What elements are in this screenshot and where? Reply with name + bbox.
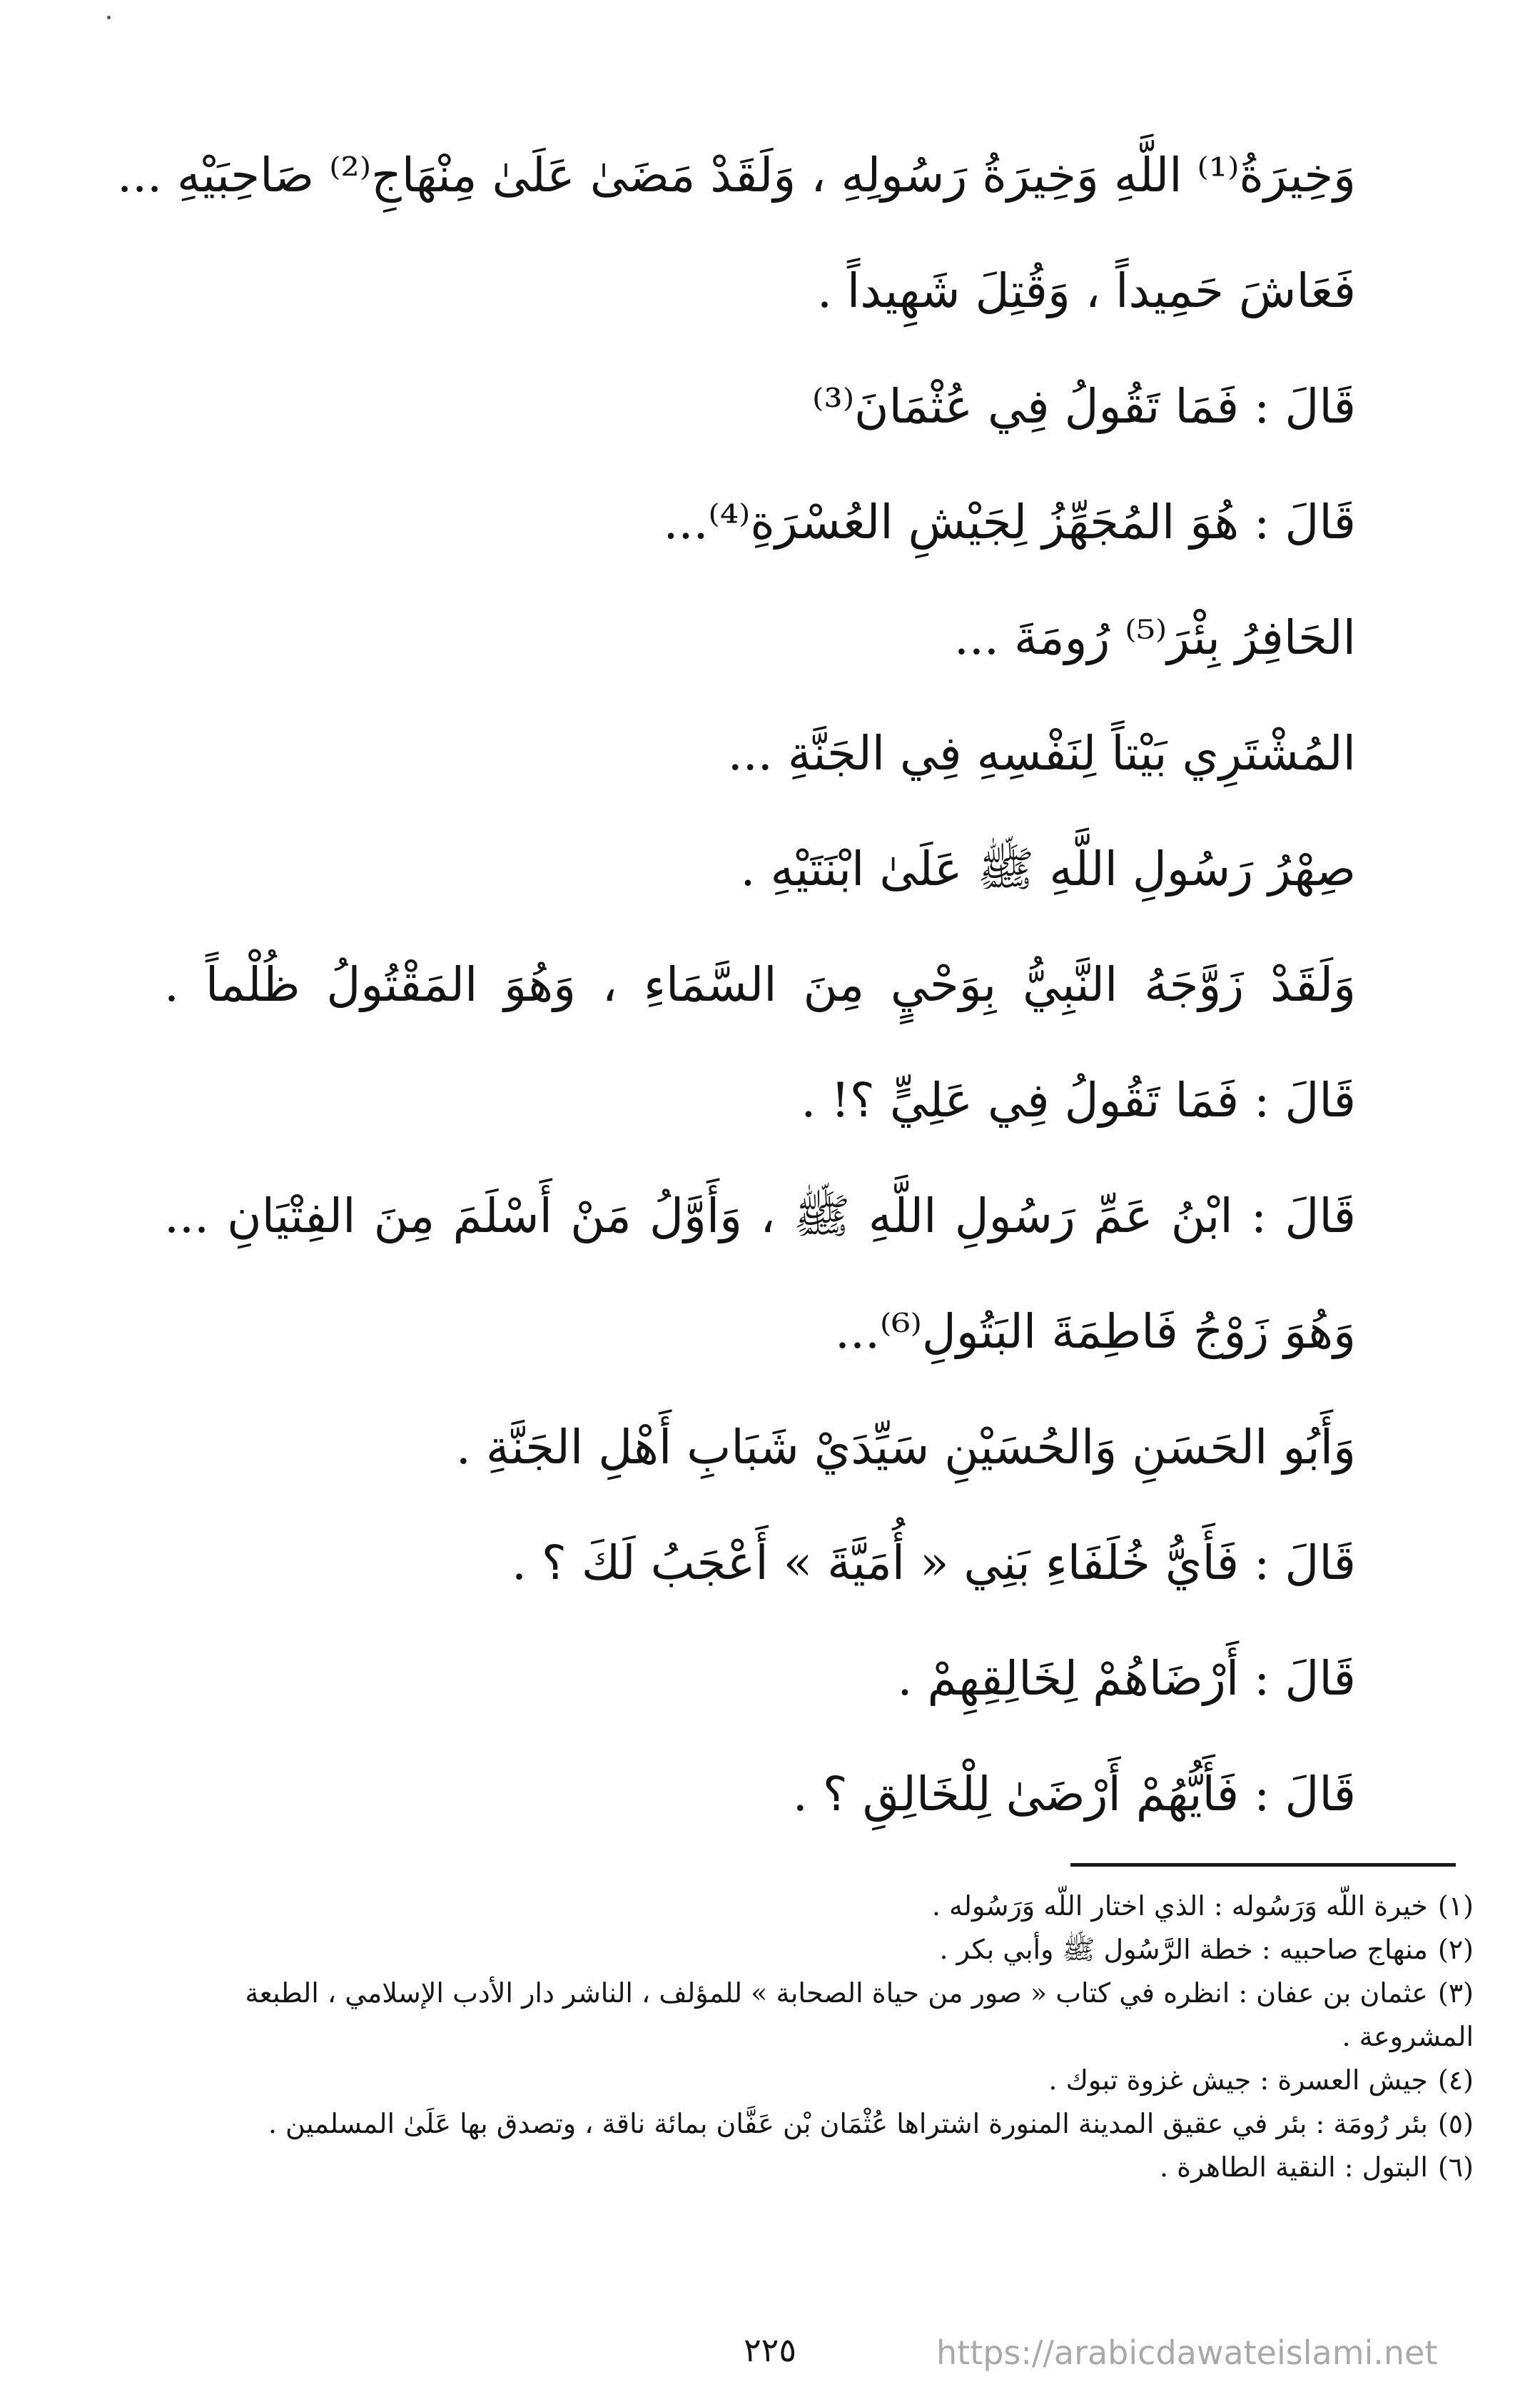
main-text <box>117 118 1356 1852</box>
text-line: قَالَ : فَمَا تَقُولُ فِي عُثْمَانَ⁽³⁾ <box>812 379 1356 434</box>
text-line: الحَافِرُ بِئْرَ⁽⁵⁾ رُومَةَ ... <box>953 610 1356 665</box>
footnotes <box>143 1884 1474 2189</box>
footnote-divider <box>1070 1863 1456 1867</box>
footnote <box>143 2146 1474 2189</box>
footnote-continuation <box>143 2015 1474 2059</box>
text-line: وَأَبُو الحَسَنِ وَالحُسَيْنِ سَيِّدَيْ شَبَابِ أَهْلِ الجَنَّةِ . <box>455 1420 1356 1475</box>
page-number: ٢٢٥ <box>743 2331 797 2369</box>
text-line: المُشْتَرِي بَيْتاً لِنَفْسِهِ فِي الجَنَّةِ ... <box>727 726 1356 781</box>
footnote-number: (١) <box>1437 1890 1474 1922</box>
footnote-number: (٤) <box>1437 2064 1474 2096</box>
footnote <box>143 1884 1474 1928</box>
footnote-text: منهاج صاحبيه : خطة الرَّسُول ﷺ وأبي بكر . <box>939 1934 1428 1965</box>
text-line: قَالَ : فَمَا تَقُولُ فِي عَلِيٍّ ؟! . <box>801 1073 1356 1128</box>
footnote <box>143 1928 1474 1972</box>
text-line: قَالَ : هُوَ المُجَهِّزُ لِجَيْشِ العُسْرَةِ⁽⁴⁾... <box>663 495 1356 550</box>
footnote-text: عثمان بن عفان : انظره في كتاب « صور من حياة الصحابة » للمؤلف ، الناشر دار الأدب الإسلامي ، الطبعة <box>245 1977 1428 2009</box>
footnote-text: بئر رُومَة : بئر في عقيق المدينة المنورة اشتراها عُثْمَان بْن عَفَّان بمائة ناقة ، وتصدق بها عَلَىٰ المسلمين . <box>268 2108 1428 2139</box>
footnote-text: المشروعة . <box>1342 2021 1474 2052</box>
text-line: صِهْرُ رَسُولِ اللَّهِ ﷺ عَلَىٰ ابْنَتَيْهِ . <box>740 842 1356 897</box>
scan-speck <box>107 16 111 19</box>
footnote-number: (٣) <box>1437 1977 1474 2009</box>
text-line: وَلَقَدْ زَوَّجَهُ النَّبِيُّ بِوَحْيٍ مِنَ السَّمَاءِ ، وَهُوَ المَقْتُولُ ظُلْماً . <box>164 957 1356 1012</box>
text-line: قَالَ : فَأَيُّهُمْ أَرْضَىٰ لِلْخَالِقِ ؟ . <box>792 1767 1356 1822</box>
text-line: قَالَ : فَأَيُّ خُلَفَاءِ بَنِي « أُمَيَّةَ » أَعْجَبُ لَكَ ؟ . <box>511 1535 1356 1590</box>
footnote-number: (٦) <box>1437 2151 1474 2183</box>
footnote-text: البتول : النقية الطاهرة . <box>1159 2151 1428 2183</box>
footnote <box>143 1972 1474 2015</box>
footnote-text: جيش العسرة : جيش غزوة تبوك . <box>1048 2064 1428 2096</box>
footnote-number: (٥) <box>1437 2108 1474 2139</box>
text-line: وَخِيرَةُ⁽¹⁾ اللَّهِ وَخِيرَةُ رَسُولِهِ ، وَلَقَدْ مَضَىٰ عَلَىٰ مِنْهَاجِ⁽²⁾ صَاحِبَيْهِ ... <box>117 148 1356 203</box>
text-line: قَالَ : أَرْضَاهُمْ لِخَالِقِهِمْ . <box>897 1651 1356 1706</box>
text-line: فَعَاشَ حَمِيداً ، وَقُتِلَ شَهِيداً . <box>816 263 1356 318</box>
footnote-text: خيرة اللّه وَرَسُوله : الذي اختار اللّه وَرَسُوله . <box>931 1890 1428 1922</box>
text-line: قَالَ : ابْنُ عَمِّ رَسُولِ اللَّهِ ﷺ ، وَأَوَّلُ مَنْ أَسْلَمَ مِنَ الفِتْيَانِ ... <box>164 1189 1356 1243</box>
footnote <box>143 2059 1474 2102</box>
text-line: وَهُوَ زَوْجُ فَاطِمَةَ البَتُولِ⁽⁶⁾... <box>835 1304 1356 1359</box>
footnote-number: (٢) <box>1437 1934 1474 1965</box>
footnote <box>143 2102 1474 2146</box>
watermark-url: https://arabicdawateislami.net <box>936 2333 1438 2372</box>
